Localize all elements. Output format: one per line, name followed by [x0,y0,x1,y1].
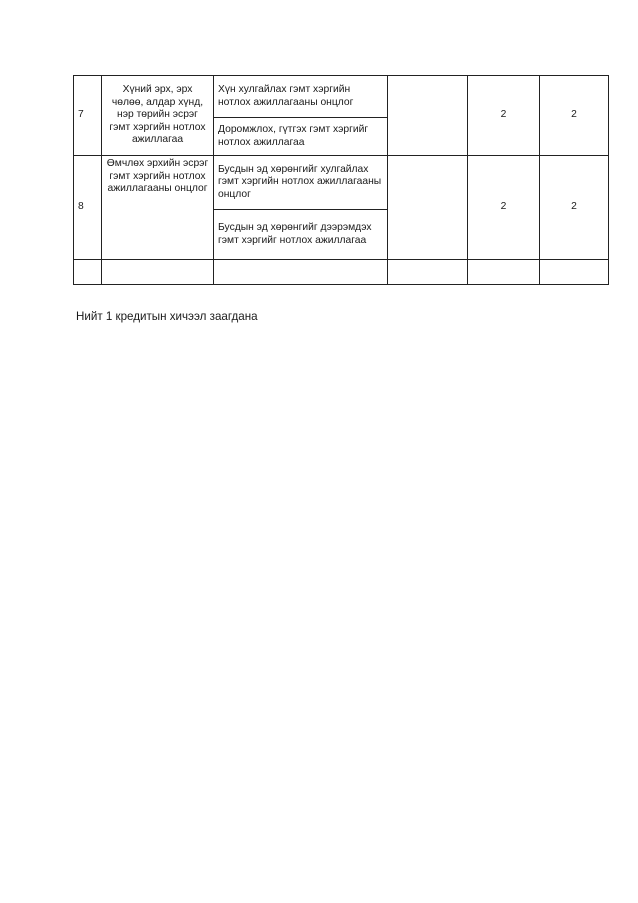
table-row-empty [74,260,609,285]
credit-note: Нийт 1 кредитын хичээл заагдана [76,310,258,323]
subtopic-cell: Доромжлох, гүтгэх гэмт хэргийг нотлох ажиллагаа [214,118,388,156]
extra-cell [388,76,468,156]
row-number: 7 [74,76,102,156]
hours-cell-1: 2 [468,156,540,260]
table-row [74,156,609,210]
empty-cell [102,260,214,285]
table-row [74,76,609,118]
empty-cell [468,260,540,285]
subtopic-cell: Бусдын эд хөрөнгийг хулгайлах гэмт хэргийн нотлох ажиллагааны онцлог [214,156,388,210]
subtopic-cell: Хүн хулгайлах гэмт хэргийн нотлох ажиллагааны онцлог [214,76,388,118]
topic-cell: Хүний эрх, эрх чөлөө, алдар хүнд, нэр төрийн эсрэг гэмт хэргийн нотлох ажиллагаа [102,76,214,156]
hours-cell-1: 2 [468,76,540,156]
subtopic-cell: Бусдын эд хөрөнгийг дээрэмдэх гэмт хэргийг нотлох ажиллагаа [214,210,388,260]
empty-cell [388,260,468,285]
empty-cell [214,260,388,285]
empty-cell [540,260,609,285]
extra-cell [388,156,468,260]
curriculum-table [73,75,609,285]
row-number: 8 [74,156,102,260]
empty-cell [74,260,102,285]
topic-cell: Өмчлөх эрхийн эсрэг гэмт хэргийн нотлох ажиллагааны онцлог [102,156,214,260]
hours-cell-2: 2 [540,76,609,156]
hours-cell-2: 2 [540,156,609,260]
